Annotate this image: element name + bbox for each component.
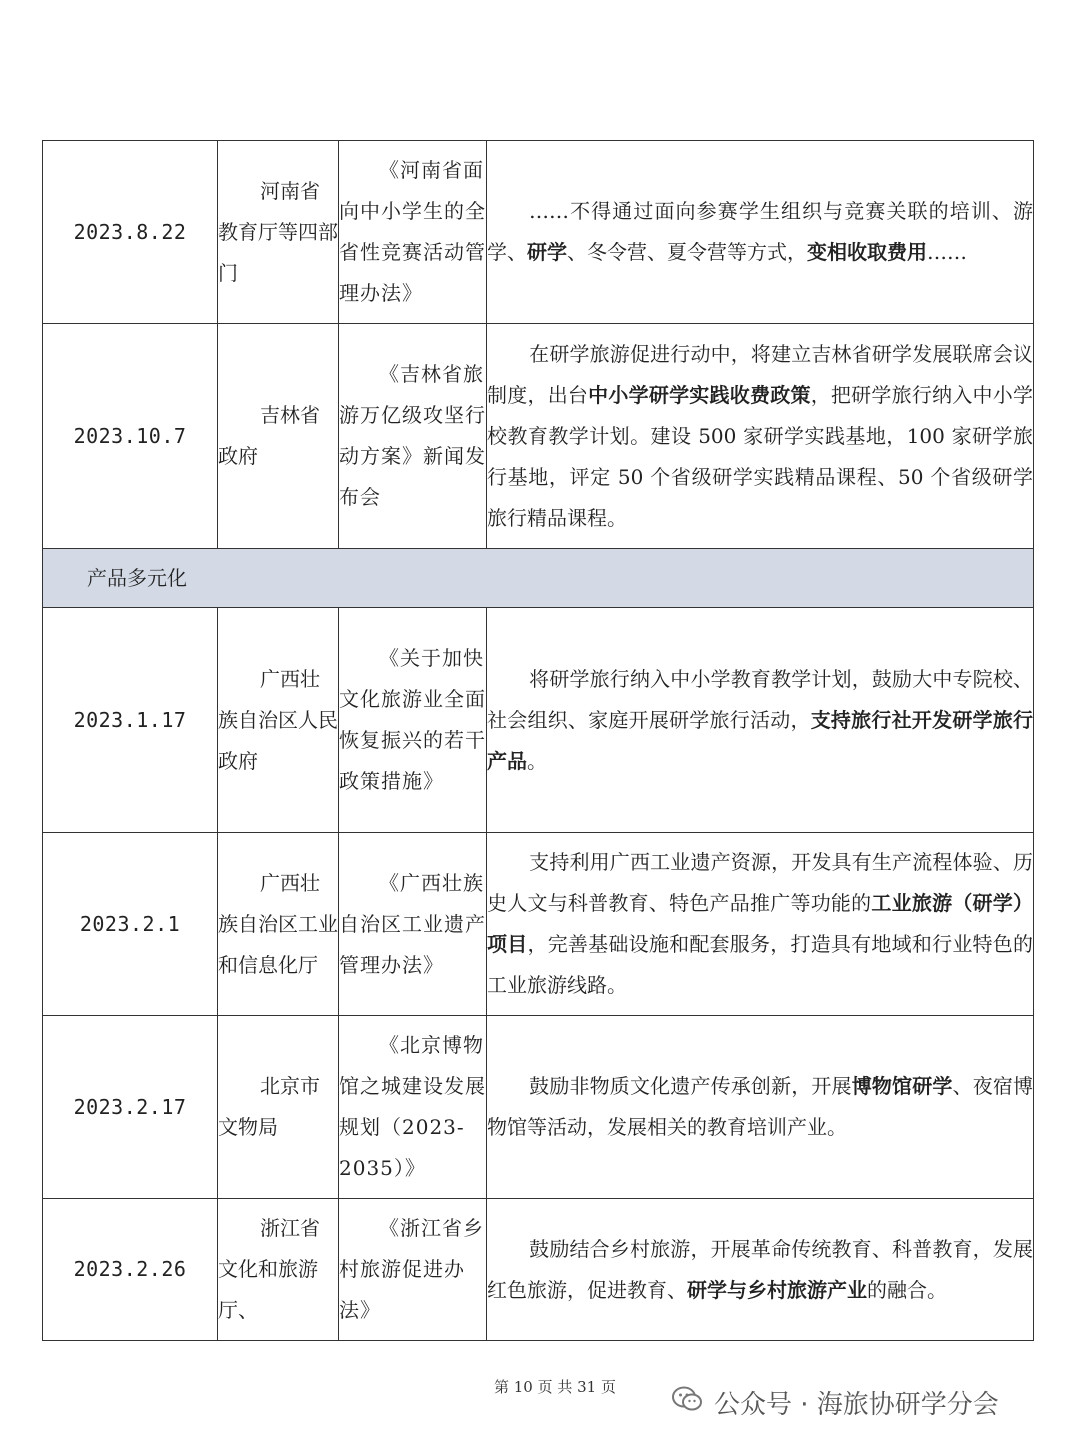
content-text: 鼓励结合乡村旅游，开展革命传统教育、科普教育，发展红色旅游，促进教育、 <box>487 1236 1033 1302</box>
bold-text: 支持旅行社开发研学旅行产品 <box>487 707 1034 773</box>
content-cell <box>487 324 1034 549</box>
policy-table <box>42 140 1034 1341</box>
table-row <box>43 141 1034 324</box>
document-cell <box>339 1199 487 1341</box>
content-text: 的融合。 <box>867 1277 947 1302</box>
date-cell: 2023.2.26 <box>43 1199 218 1341</box>
document-cell <box>339 1016 487 1199</box>
bold-text: 工业旅游（研学）项目 <box>487 891 1034 956</box>
content-text: 、冬令营、夏令营等方式， <box>567 240 807 264</box>
document-title: 《广西壮族自治区工业遗产管理办法》 <box>339 870 486 977</box>
bold-text: 中小学研学实践收费政策 <box>588 382 811 407</box>
content-cell <box>487 608 1034 833</box>
document-title: 《北京博物馆之城建设发展规划（2023-2035）》 <box>339 1033 486 1180</box>
content-cell <box>487 1016 1034 1199</box>
issuer-text: 浙江省文化和旅游厅、 <box>218 1216 320 1322</box>
date-cell: 2023.1.17 <box>43 608 218 833</box>
table-row <box>43 1199 1034 1341</box>
document-cell <box>339 608 487 833</box>
document-cell <box>339 324 487 549</box>
content-cell <box>487 141 1034 324</box>
date-cell: 2023.8.22 <box>43 141 218 324</box>
content-text: 、夜宿博物馆等活动，发展相关的教育培训产业。 <box>487 1074 1034 1139</box>
table-row <box>43 833 1034 1016</box>
table-row <box>43 324 1034 549</box>
document-title: 《关于加快文化旅游业全面恢复振兴的若干政策措施》 <box>339 646 486 793</box>
issuer-cell <box>218 833 339 1016</box>
issuer-cell <box>218 608 339 833</box>
issuer-text: 河南省教育厅等四部门 <box>218 178 338 285</box>
content-text: 。 <box>527 748 547 773</box>
bold-text: 博物馆研学 <box>851 1074 953 1098</box>
document-title: 《吉林省旅游万亿级攻坚行动方案》新闻发布会 <box>339 362 486 509</box>
content-text: 在研学旅游促进行动中，将建立吉林省研学发展联席会议制度，出台 <box>487 341 1033 407</box>
content-text: …… <box>927 240 967 264</box>
watermark-text: 公众号 · 海旅协研学分会 <box>714 1390 999 1420</box>
date-cell: 2023.2.1 <box>43 833 218 1016</box>
content-text: ……不得通过面向参赛学生组织与竞赛关联的培训、游学、 <box>487 199 1033 264</box>
document-cell <box>339 833 487 1016</box>
date-cell: 2023.2.17 <box>43 1016 218 1199</box>
issuer-text: 广西壮族自治区工业和信息化厅 <box>218 870 338 977</box>
issuer-cell <box>218 324 339 549</box>
content-text: ，把研学旅行纳入中小学校教育教学计划。建设 500 家研学实践基地，100 家研学旅行基地，评定 50 个省级研学实践精品课程、50 个省级研学旅行精品课程。 <box>487 382 1034 530</box>
bold-text: 研学 <box>527 240 567 264</box>
bold-text: 变相收取费用 <box>807 240 927 264</box>
issuer-text: 吉林省政府 <box>218 403 320 468</box>
date-cell: 2023.10.7 <box>43 324 218 549</box>
section-title: 产品多元化 <box>43 549 1034 608</box>
issuer-text: 北京市文物局 <box>218 1074 320 1139</box>
page-footer: 第 10 页 共 31 页 <box>493 1378 616 1396</box>
wechat-icon <box>672 1385 702 1420</box>
watermark <box>672 1384 999 1421</box>
table-row <box>43 1016 1034 1199</box>
section-row <box>43 549 1034 608</box>
table-row <box>43 608 1034 833</box>
bold-text: 研学与乡村旅游产业 <box>687 1277 867 1302</box>
document-title: 《河南省面向中小学生的全省性竞赛活动管理办法》 <box>339 158 486 305</box>
content-cell <box>487 833 1034 1016</box>
content-text: 将研学旅行纳入中小学教育教学计划，鼓励大中专院校、社会组织、家庭开展研学旅行活动， <box>487 666 1033 732</box>
document-title: 《浙江省乡村旅游促进办法》 <box>339 1216 484 1322</box>
content-text: 支持利用广西工业遗产资源，开发具有生产流程体验、历史人文与科普教育、特色产品推广等功能的 <box>487 850 1033 915</box>
issuer-cell <box>218 1199 339 1341</box>
content-text: 鼓励非物质文化遗产传承创新，开展 <box>529 1074 852 1098</box>
content-text: ，完善基础设施和配套服务，打造具有地域和行业特色的工业旅游线路。 <box>487 932 1034 997</box>
issuer-cell <box>218 141 339 324</box>
content-cell <box>487 1199 1034 1341</box>
document-cell <box>339 141 487 324</box>
issuer-text: 广西壮族自治区人民政府 <box>218 666 338 773</box>
issuer-cell <box>218 1016 339 1199</box>
